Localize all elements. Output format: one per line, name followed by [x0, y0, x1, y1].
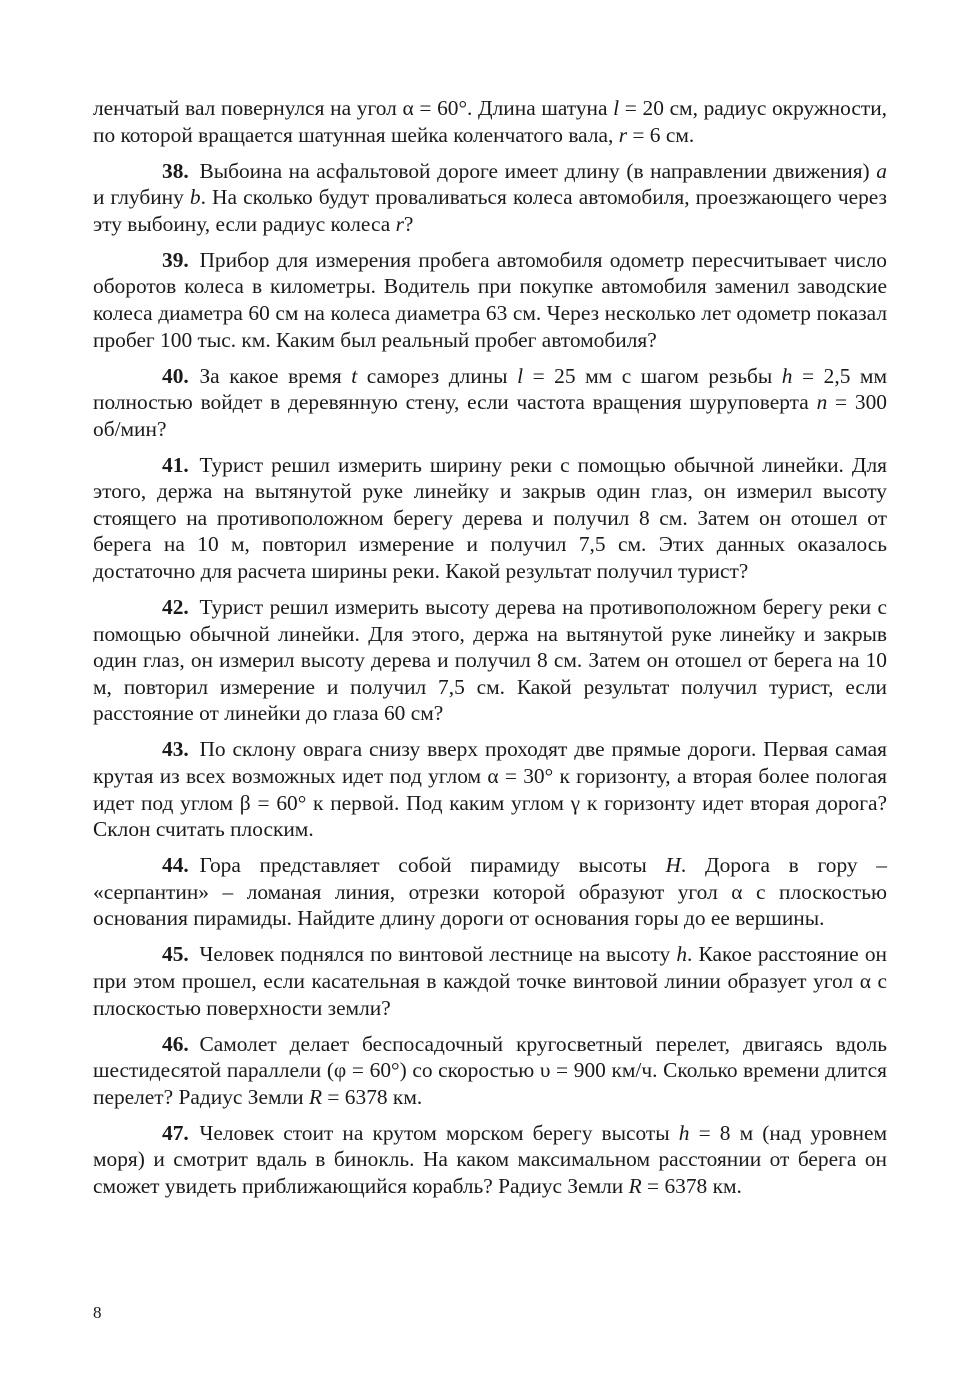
text-run: . Дорога в гору – «серпантин» – ломаная линия, отрезки которой образуют угол α с плоскостью основания пирамиды. Найдите длину дороги от основания горы до ее вершины.	[93, 853, 887, 931]
variable-symbol: n	[816, 390, 828, 415]
continuation-paragraph	[93, 95, 887, 148]
problem-number: 44.	[162, 853, 189, 878]
text-run: Турист решил измерить высоту дерева на противоположном берегу реки с помощью обычной линейки. Для этого, держа на вытянутой руке линейку и закрыв один глаз, он измерил высоту дерева и получил 8 см. Затем он отошел от берега на 10 м, повторил измерение и получил 7,5 см. Какой результат получил турист, если расстояние от линейки до глаза 60 см?	[93, 595, 887, 726]
variable-symbol: t	[351, 363, 358, 388]
text-run: = 25 мм с шагом резьбы	[523, 363, 782, 388]
text-run: ленчатый вал повернулся на угол α = 60°. Длина шатуна	[93, 96, 614, 120]
variable-symbol: H	[665, 853, 681, 878]
problem-4	[93, 594, 887, 727]
text-run: = 2,5 мм полностью войдет в деревянную стену, если частота вращения шуруповерта	[93, 363, 888, 415]
variable-symbol: h	[678, 1120, 690, 1145]
problem-number: 47.	[162, 1120, 189, 1145]
text-run: Гора представляет собой пирамиду высоты	[199, 853, 666, 878]
variable-symbol: r	[395, 211, 404, 236]
problem-number: 40.	[162, 363, 189, 388]
variable-symbol: l	[517, 363, 524, 388]
problem-number: 42.	[162, 595, 189, 620]
variable-symbol: l	[613, 96, 620, 120]
text-run: = 8 м (над уровнем моря) и смотрит вдаль в бинокль. На каком максимальном расстоянии от берега он сможет увидеть приближающийся корабль? Радиус Земли	[93, 1120, 887, 1198]
problem-9	[93, 1120, 887, 1200]
variable-symbol: R	[628, 1173, 642, 1198]
problem-number: 38.	[162, 158, 189, 183]
problem-number: 39.	[162, 247, 189, 272]
problem-3	[93, 452, 887, 585]
text-run: По склону оврага снизу вверх проходят две прямые дороги. Первая самая крутая из всех возможных идет под углом α = 30° к горизонту, а вторая более пологая идет под углом β = 60° к первой. Под каким углом γ к горизонту идет вторая дорога? Склон считать плоским.	[93, 737, 887, 842]
variable-symbol: h	[781, 363, 793, 388]
text-run: = 300 об/мин?	[93, 390, 887, 441]
text-run: = 6378 км.	[322, 1084, 423, 1109]
text-run: и глубину	[93, 185, 190, 210]
problem-number: 43.	[162, 737, 189, 762]
problem-1	[93, 247, 887, 353]
problem-2	[93, 363, 887, 443]
variable-symbol: R	[308, 1084, 323, 1109]
problem-0	[93, 158, 887, 238]
problem-5	[93, 736, 887, 842]
text-run: саморез длины	[357, 363, 518, 388]
text-run: Турист решил измерить ширину реки с помощью обычной линейки. Для этого, держа на вытянутой руке линейку и закрыв один глаз, он измерил высоту стоящего на противоположном берегу дерева и получил 8 см. Затем он отошел от берега на 10 м, повторил измерение и получил 7,5 см. Этих данных оказалось достаточно для расчета ширины реки. Какой результат получил турист?	[93, 452, 887, 584]
page-body	[93, 95, 887, 1199]
problem-number: 41.	[162, 452, 189, 477]
text-run: За какое время	[199, 363, 352, 388]
variable-symbol: a	[876, 158, 887, 183]
problem-7	[93, 941, 887, 1021]
problem-number: 46.	[162, 1031, 189, 1056]
text-run: = 6 см.	[627, 122, 695, 147]
problem-8	[93, 1031, 887, 1111]
variable-symbol: b	[189, 185, 201, 210]
text-run: ?	[403, 211, 414, 236]
text-run: Человек поднялся по винтовой лестнице на высоту	[199, 942, 677, 967]
variable-symbol: r	[618, 122, 628, 147]
text-run: = 20 см, радиус окружности, по которой вращается шатунная шейка коленчатого вала,	[93, 96, 887, 147]
variable-symbol: h	[676, 942, 688, 967]
page-number: 8	[93, 1303, 102, 1322]
text-run: Прибор для измерения пробега автомобиля одометр пересчитывает число оборотов колеса в километры. Водитель при покупке автомобиля заменил заводские колеса диаметра 60 см на колеса диаметра 63 см. Через несколько лет одометр показал пробег 100 тыс. км. Каким был реальный пробег автомобиля?	[93, 247, 887, 352]
text-run: Самолет делает беспосадочный кругосветный перелет, двигаясь вдоль шестидесятой параллели (φ = 60°) со скоростью υ = 900 км/ч. Сколько времени длится перелет? Радиус Земли	[93, 1031, 887, 1109]
text-run: . Какое расстояние он при этом прошел, если касательная в каждой точке винтовой линии образует угол α с плоскостью поверхности земли?	[93, 942, 887, 1020]
problem-6	[93, 852, 887, 932]
problem-list	[93, 158, 887, 1200]
problem-number: 45.	[162, 942, 189, 967]
text-run: . На сколько будут проваливаться колеса автомобиля, проезжающего через эту выбоину, если радиус колеса	[93, 185, 888, 236]
text-run: Выбоина на асфальтовой дороге имеет длину (в направлении движения)	[199, 158, 877, 183]
text-run: = 6378 км.	[641, 1173, 742, 1198]
text-run: Человек стоит на крутом морском берегу высоты	[199, 1120, 679, 1145]
